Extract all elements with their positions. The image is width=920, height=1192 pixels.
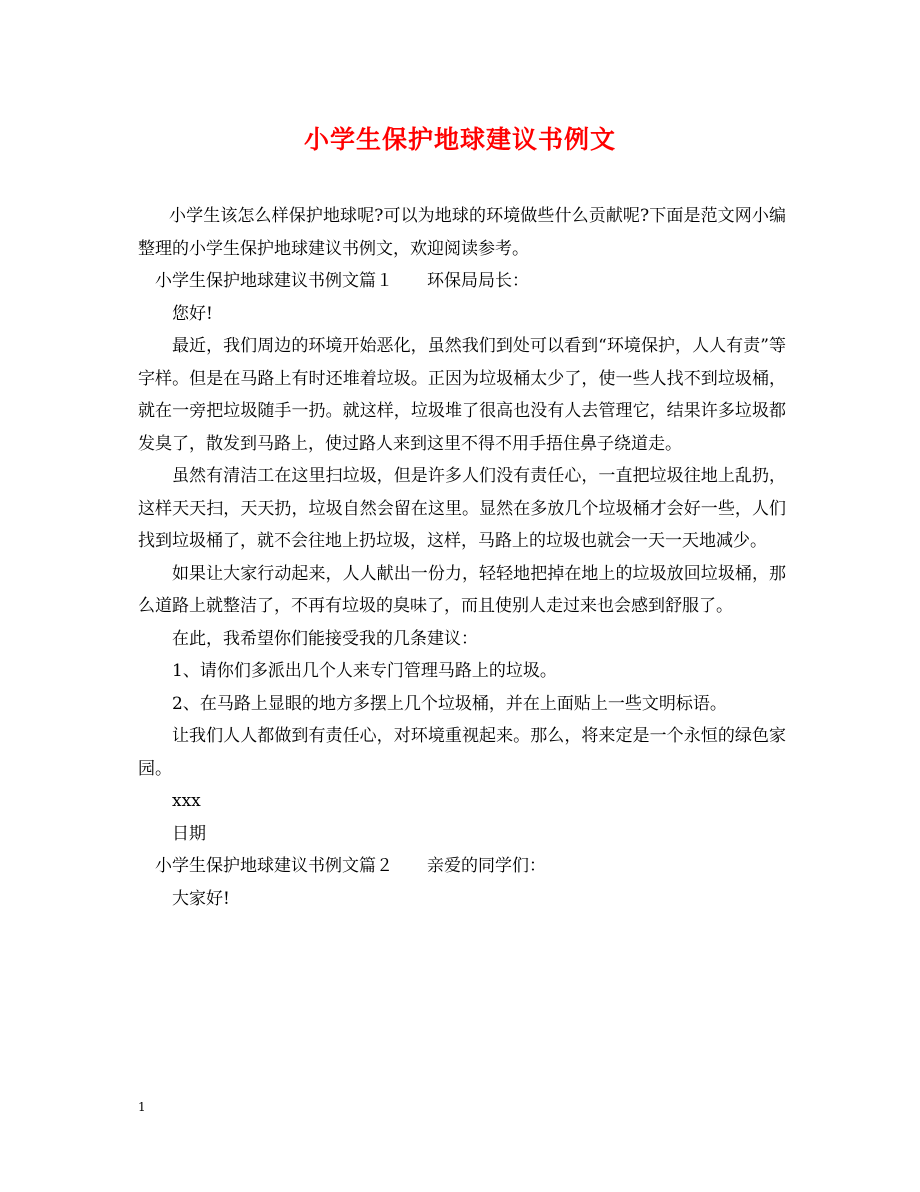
section-heading-2: 小学生保护地球建议书例文篇２ 亲爱的同学们：	[155, 856, 546, 876]
signature-name: xxx	[172, 791, 201, 811]
body-paragraph: 虽然有清洁工在这里扫垃圾，但是许多人们没有责任心，一直把垃圾往地上乱扔，这样天天扫，天天扔，垃圾自然会留在这里。显然在多放几个垃圾桶才会好一些，人们找到垃圾桶了，就不会往地上扔垃圾，这样，马路上的垃圾也就会一天一天地减少。	[138, 466, 786, 551]
suggestion-item: 1、请你们多派出几个人来专门管理马路上的垃圾。	[172, 661, 557, 681]
suggestion-item: 2、在马路上显眼的地方多摆上几个垃圾桶，并在上面贴上一些文明标语。	[172, 693, 727, 714]
document-title: 小学生保护地球建议书例文	[303, 125, 616, 154]
body-paragraph: 最近，我们周边的环境开始恶化，虽然我们到处可以看到“环境保护，人人有责”等字样。但是在马路上有时还堆着垃圾。正因为垃圾桶太少了，使一些人找不到垃圾桶，就在一旁把垃圾随手一扔。就这样，垃圾堆了很高也没有人去管理它，结果许多垃圾都发臭了，散发到马路上，使过路人来到这里不得不用手捂住鼻子绕道走。	[138, 336, 786, 454]
page-number: 1	[138, 1100, 146, 1114]
body-paragraph: 如果让大家行动起来，人人献出一份力，轻轻地把掉在地上的垃圾放回垃圾桶，那么道路上就整洁了，不再有垃圾的臭味了，而且使别人走过来也会感到舒服了。	[138, 563, 786, 616]
greeting: 大家好!	[172, 888, 230, 909]
intro-paragraph: 小学生该怎么样保护地球呢?可以为地球的环境做些什么贡献呢?下面是范文网小编整理的小学生保护地球建议书例文，欢迎阅读参考。	[138, 206, 786, 259]
body-paragraph: 让我们人人都做到有责任心，对环境重视起来。那么，将来定是一个永恒的绿色家园。	[138, 726, 786, 779]
document-body	[138, 200, 786, 915]
section-heading-1: 小学生保护地球建议书例文篇１ 环保局局长：	[155, 271, 529, 291]
signature-date: 日期	[172, 823, 206, 844]
body-paragraph: 在此，我希望你们能接受我的几条建议：	[172, 628, 478, 649]
greeting: 您好!	[172, 303, 213, 324]
